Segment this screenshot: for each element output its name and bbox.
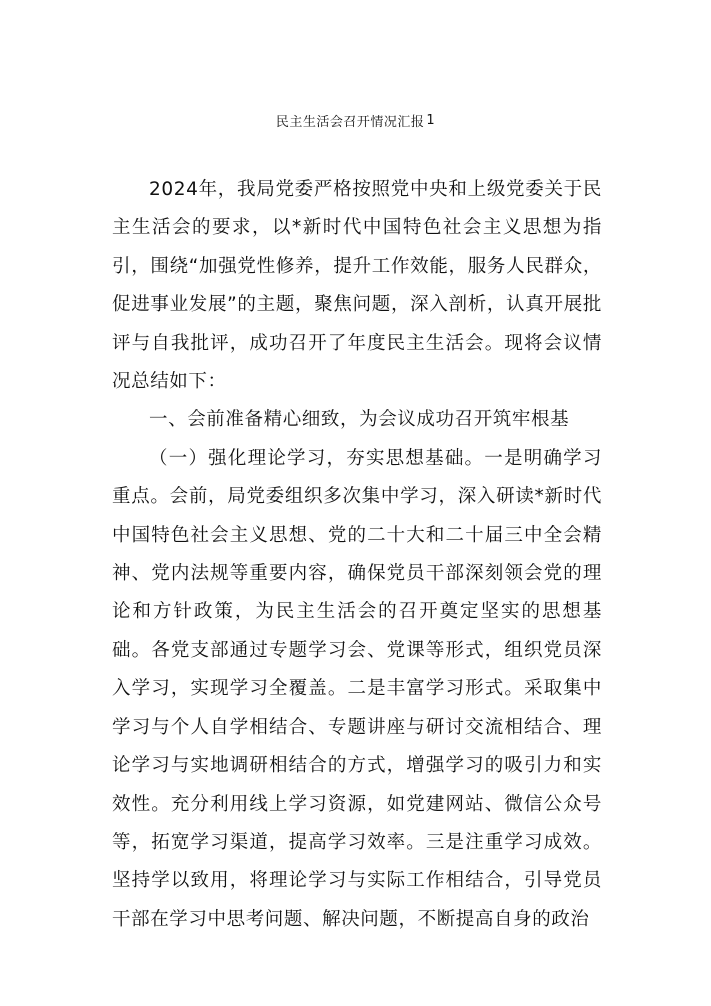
subsection-paragraph: （一）强化理论学习，夯实思想基础。一是明确学习重点。会前，局党委组织多次集中学习，深入研读*新时代中国特色社会主义思想、党的二十大和二十届三中全会精神、党内法规等重要内容，确保党员干部深刻领会党的理论和方针政策，为民主生活会的召开奠定坚实的思想基础。各党支部通过专题学习会、党课等形式，组织党员深入学习，实现学习全覆盖。二是丰富学习形式。采取集中学习与个人自学相结合、专题讲座与研讨交流相结合、理论学习与实地调研相结合的方式，增强学习的吸引力和实效性。充分利用线上学习资源，如党建网站、微信公众号等，拓宽学习渠道，提高学习效率。三是注重学习成效。坚持学以致用，将理论学习与实际工作相结合，引导党员干部在学习中思考问题、解决问题，不断提高自身的政治 <box>112 447 602 930</box>
document-title <box>0 114 711 132</box>
section-heading: 一、会前准备精心细致，为会议成功召开筑牢根基 <box>149 409 570 431</box>
title-text: 民主生活会召开情况汇报 <box>275 115 425 130</box>
intro-paragraph: 2024年，我局党委严格按照党中央和上级党委关于民主生活会的要求，以*新时代中国特色社会主义思想为指引，围绕“加强党性修养，提升工作效能，服务人民群众，促进事业发展”的主题，聚焦问题，深入剖析，认真开展批评与自我批评，成功召开了年度民主生活会。现将会议情况总结如下： <box>112 179 602 393</box>
document-body <box>112 171 602 939</box>
title-footnote-marker: 1 <box>426 113 436 128</box>
